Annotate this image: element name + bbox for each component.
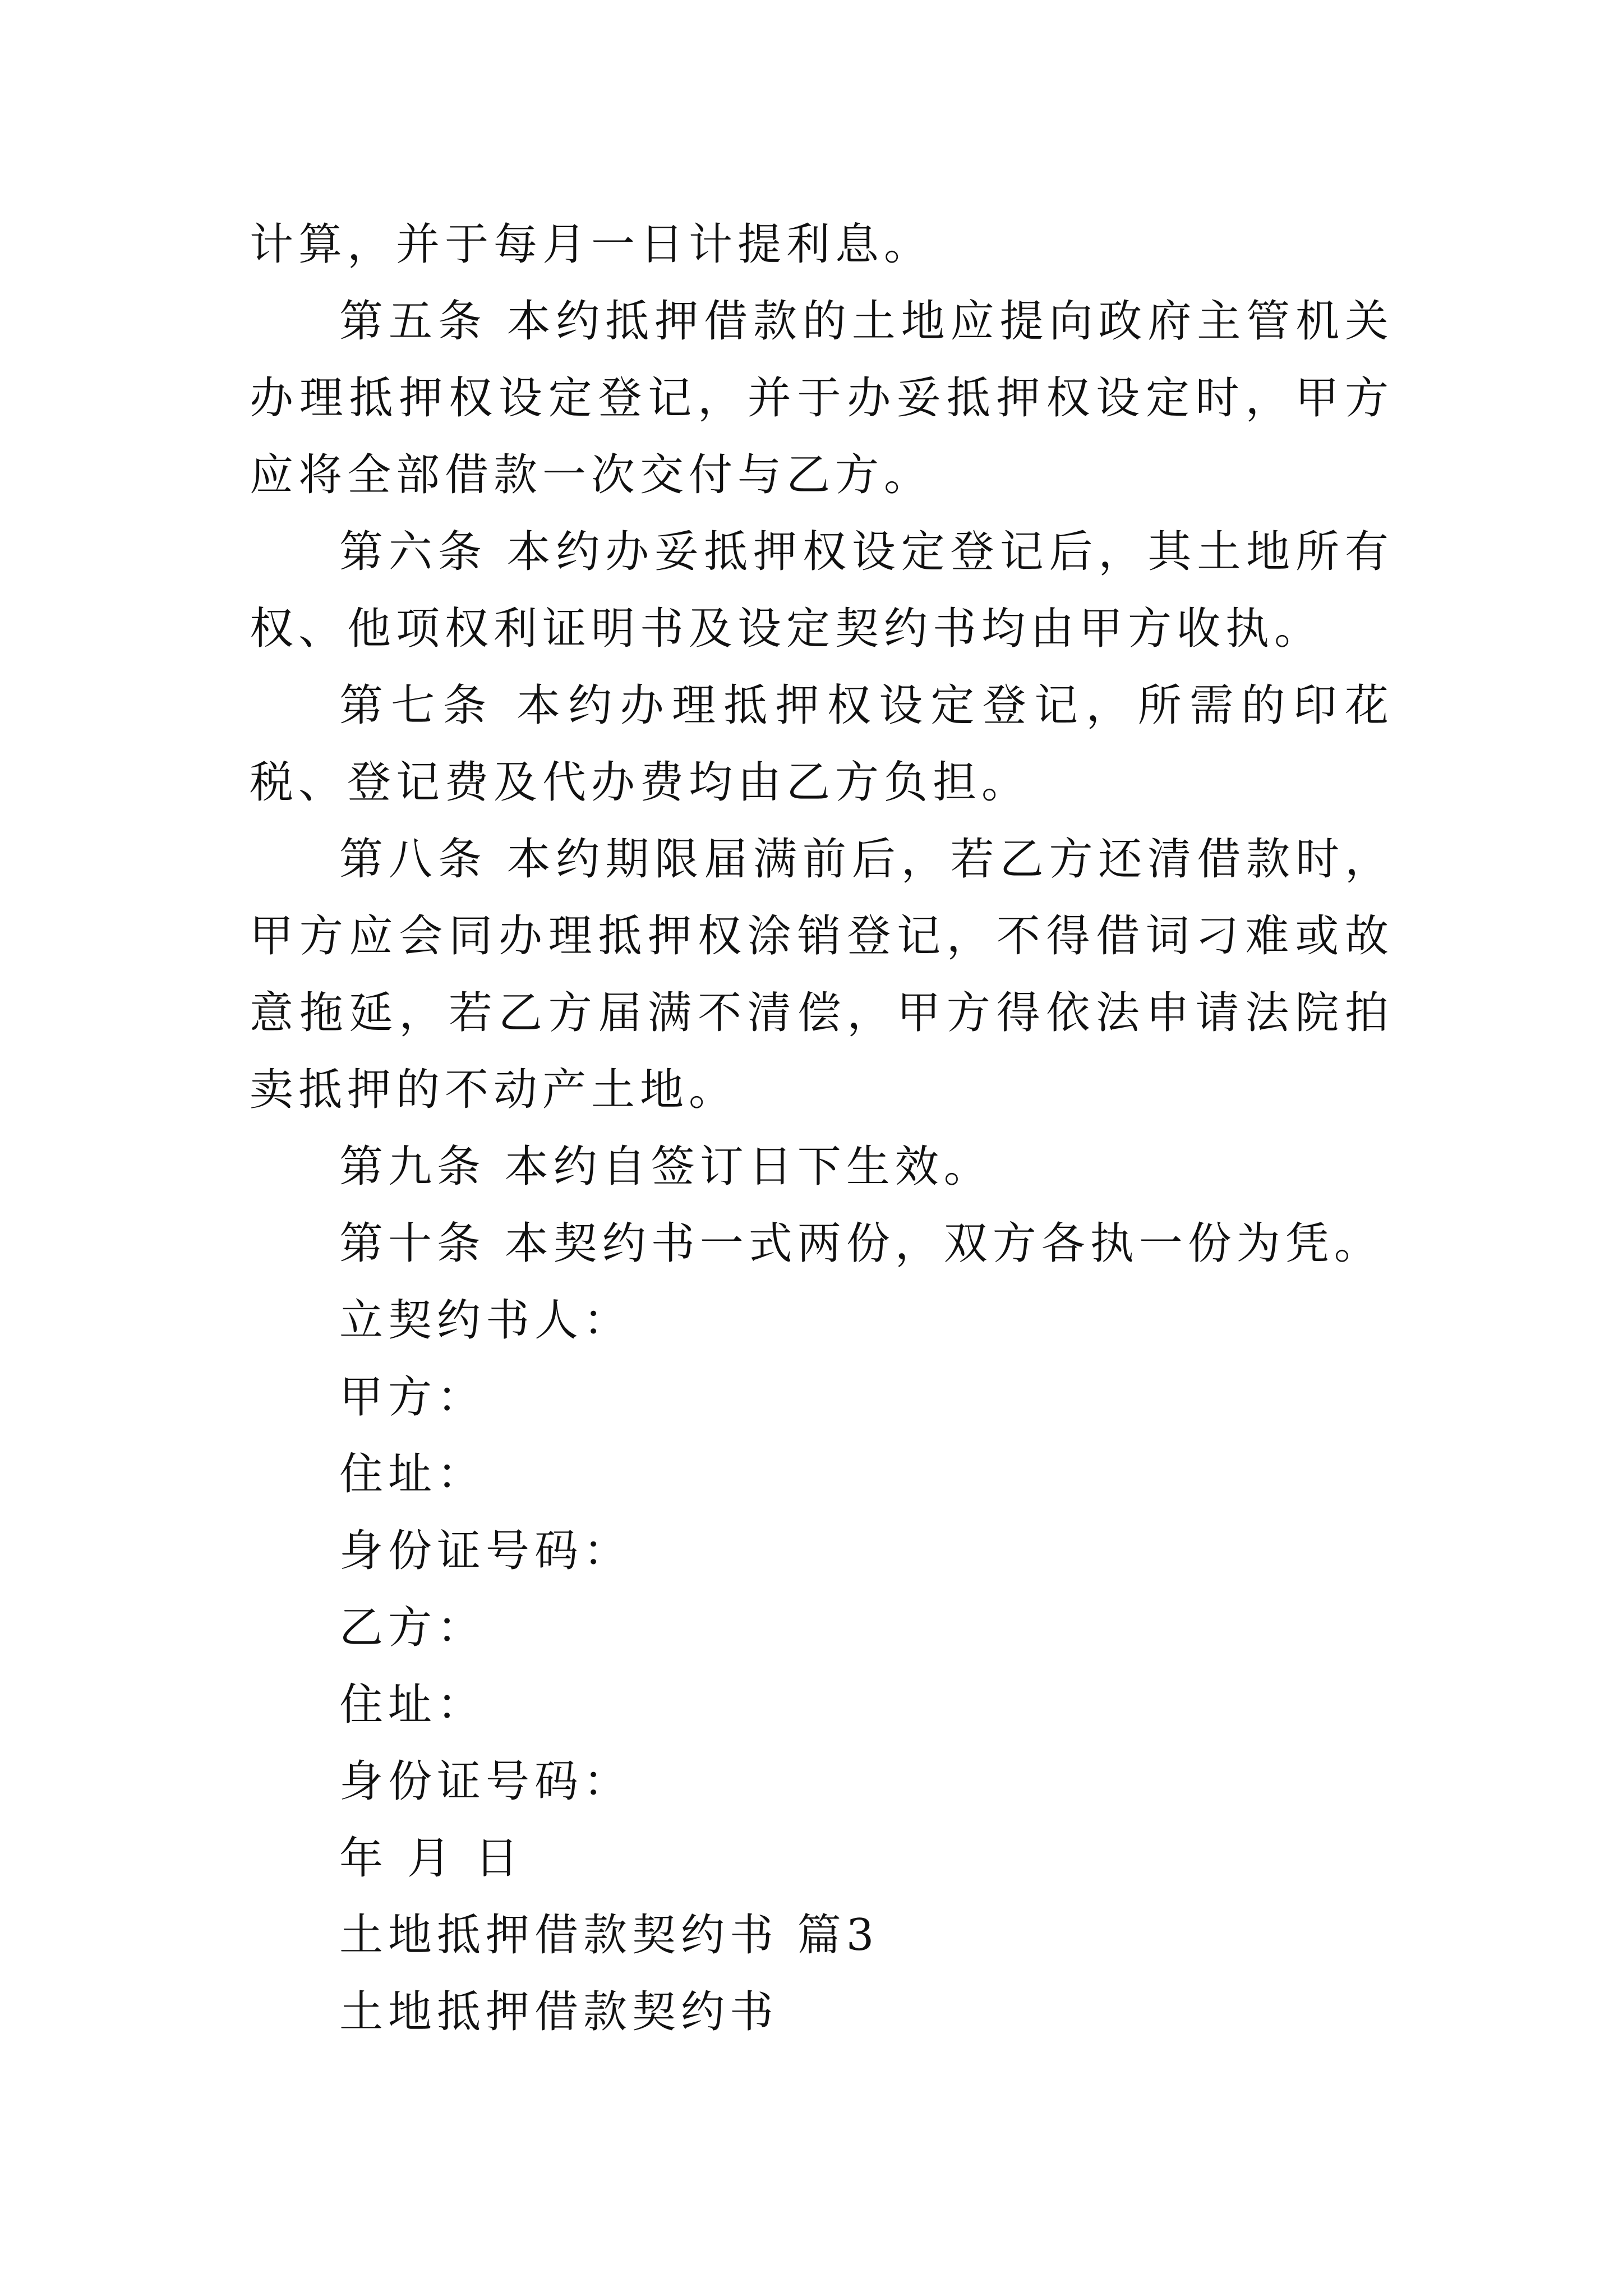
- document-title: 土地抵押借款契约书: [339, 1987, 779, 2037]
- party-a-label: 甲方：: [339, 1372, 486, 1423]
- party-a-address-label: 住址：: [339, 1449, 486, 1499]
- document-body: [250, 206, 1394, 2051]
- paragraph-interest-calculation: 计算，并于每月一日计提利息。: [250, 219, 933, 270]
- party-b-id-label: 身份证号码：: [339, 1756, 633, 1807]
- party-b-label: 乙方：: [339, 1603, 486, 1653]
- paragraph-article-10: 第十条 本契约书一式两份，双方各执一份为凭。: [339, 1218, 1383, 1269]
- paragraph-article-9: 第九条 本约自签订日下生效。: [339, 1142, 993, 1192]
- section-heading-part-3: 土地抵押借款契约书 篇3: [339, 1910, 879, 1961]
- paragraph-article-7: 第七条 本约办理抵押权设定登记，所需的印花税、登记费及代办费均由乙方负担。: [250, 680, 1394, 808]
- date-line: 年 月 日: [339, 1833, 524, 1884]
- paragraph-article-6: 第六条 本约办妥抵押权设定登记后，其土地所有权、他项权利证明书及设定契约书均由甲方收执。: [250, 527, 1394, 654]
- party-a-id-label: 身份证号码：: [339, 1526, 633, 1576]
- party-b-address-label: 住址：: [339, 1680, 486, 1730]
- signatories-label: 立契约书人：: [339, 1295, 633, 1346]
- paragraph-article-8: 第八条 本约期限届满前后，若乙方还清借款时，甲方应会同办理抵押权涂销登记，不得借词刁难或故意拖延，若乙方届满不清偿，甲方得依法申请法院拍卖抵押的不动产土地。: [250, 834, 1394, 1115]
- paragraph-article-5: 第五条 本约抵押借款的土地应提向政府主管机关办理抵押权设定登记，并于办妥抵押权设定时，甲方应将全部借款一次交付与乙方。: [250, 296, 1394, 500]
